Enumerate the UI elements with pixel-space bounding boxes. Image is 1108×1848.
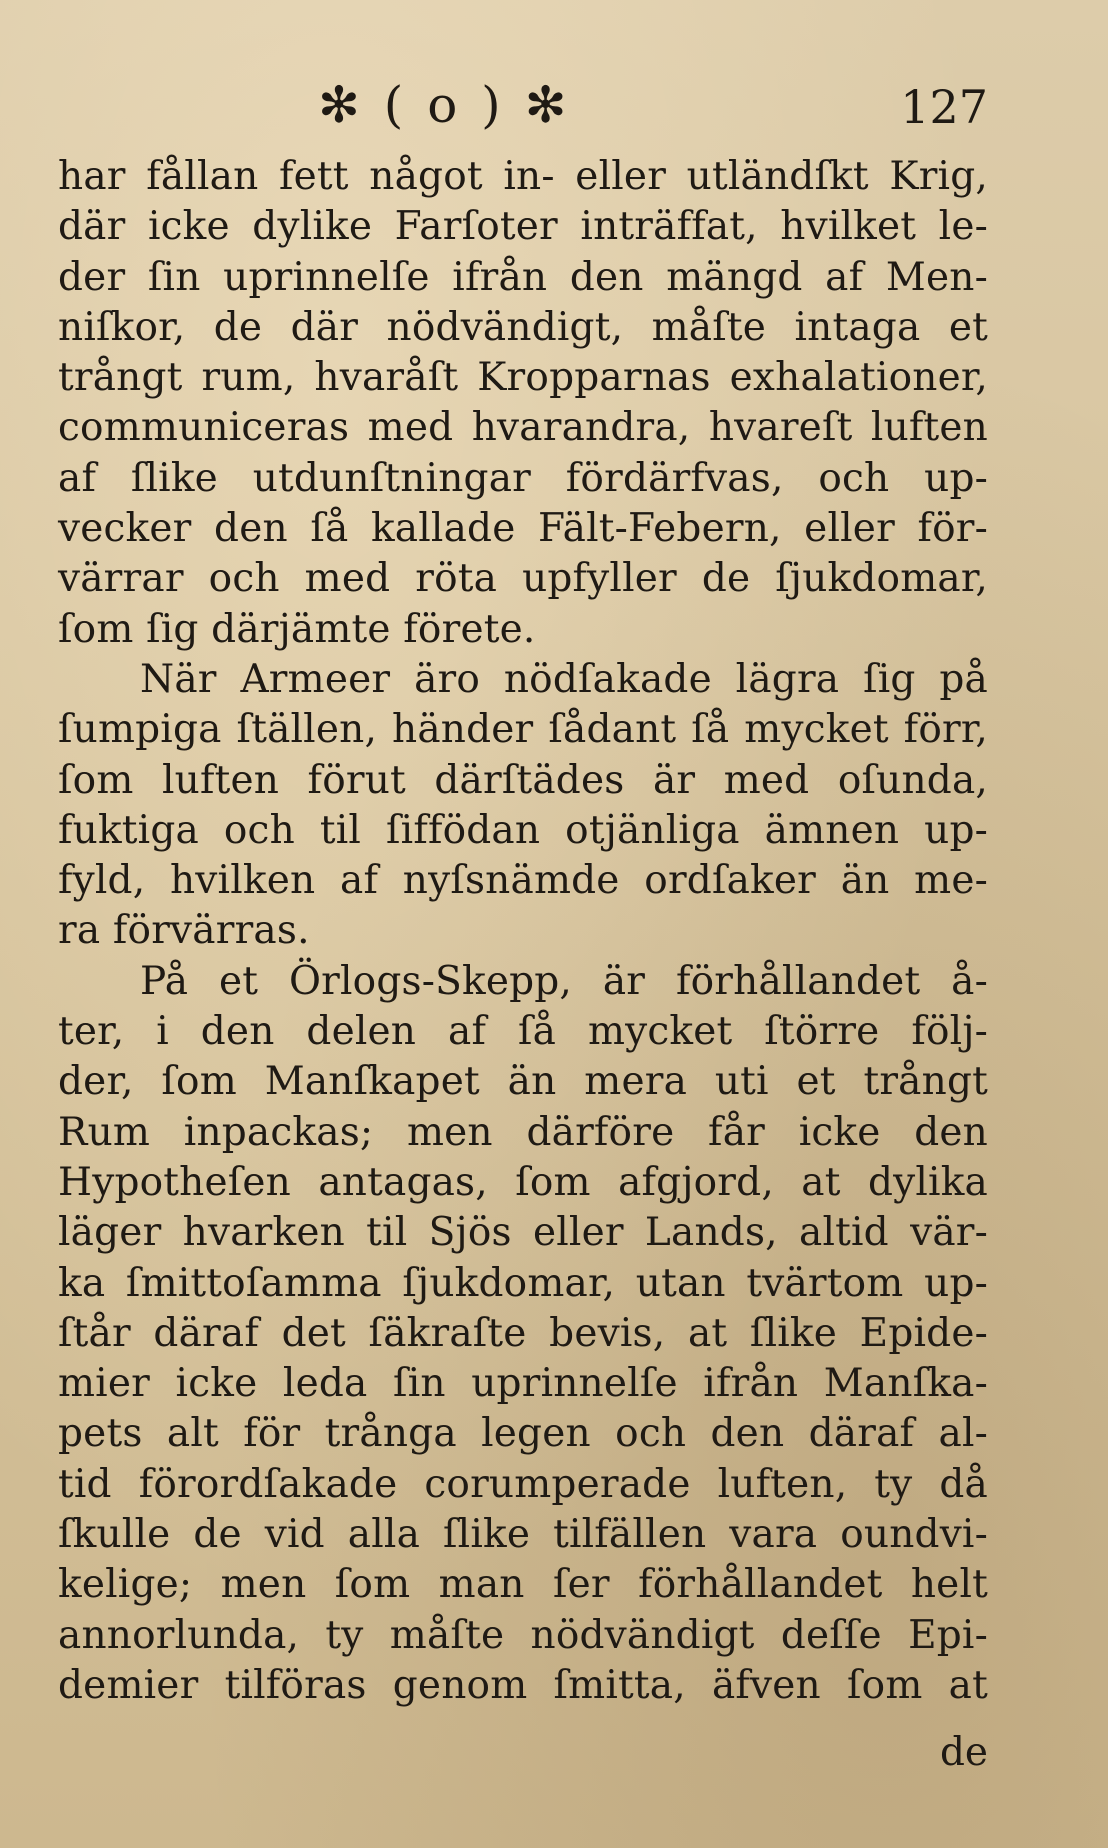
text-line: När Armeer äro nödſakade lägra ſig på — [140, 656, 988, 702]
page-header — [0, 72, 1108, 142]
text-line: der, ſom Manſkapet än mera uti et trångt — [58, 1059, 988, 1105]
text-line: ra förvärras. — [58, 908, 310, 954]
text-line: demier tilföras genom ſmitta, äfven ſom at — [58, 1662, 988, 1708]
text-line: ter, i den delen af ſå mycket ſtörre följ- — [58, 1009, 988, 1055]
text-line: communiceras med hvarandra, hvareſt luften — [58, 405, 988, 451]
text-line: Rum inpackas; men därföre får icke den — [58, 1109, 988, 1155]
text-line: ka ſmittoſamma ſjukdomar, utan tvärtom up- — [58, 1260, 988, 1306]
body-text — [58, 152, 988, 1711]
text-line: ſtår däraf det ſäkraſte bevis, at ſlike Epide- — [58, 1310, 988, 1356]
text-line: På et Örlogs-Skepp, är förhållandet å- — [140, 958, 988, 1004]
text-line: kelige; men ſom man ſer förhållandet helt — [58, 1562, 988, 1608]
text-line: trångt rum, hvaråſt Kropparnas exhalationer, — [58, 355, 988, 401]
text-line: värrar och med röta upfyller de ſjukdomar, — [58, 556, 988, 602]
catchword: de — [939, 1730, 988, 1775]
text-line: ſumpiga ſtällen, händer ſådant ſå mycket förr, — [58, 707, 988, 753]
text-line: fuktiga och til ſiffödan otjänliga ämnen up- — [58, 807, 988, 853]
text-line: niſkor, de där nödvändigt, måſte intaga et — [58, 304, 988, 350]
text-line: mier icke leda ſin uprinnelſe ifrån Manſka- — [58, 1361, 988, 1407]
text-line: pets alt för trånga legen och den däraf al- — [58, 1411, 988, 1457]
text-line: tid förordſakade corumperade luften, ty då — [58, 1461, 988, 1507]
text-line: annorlunda, ty måſte nödvändigt deſſe Epi- — [58, 1612, 988, 1658]
text-line: läger hvarken til Sjös eller Lands, altid vär- — [58, 1210, 988, 1256]
page-number: 127 — [900, 80, 988, 134]
text-line: af ſlike utdunſtningar fördärfvas, och up- — [58, 455, 988, 501]
text-line: fyld, hvilken af nyſsnämde ordſaker än me- — [58, 858, 988, 904]
text-line: ſkulle de vid alla ſlike tilfällen vara oundvi- — [58, 1512, 988, 1558]
text-line: der ſin uprinnelſe ifrån den mängd af Men- — [58, 254, 988, 300]
text-line: vecker den ſå kallade Fält-Febern, eller för- — [58, 506, 988, 552]
text-line: ſom ſig därjämte förete. — [58, 606, 536, 652]
header-ornament: ✻ ( o ) ✻ — [318, 76, 571, 134]
text-line: har fållan fett något in- eller utländſkt Krig, — [58, 154, 988, 199]
text-line: ſom luften förut därſtädes är med oſunda, — [58, 757, 988, 803]
text-line: där icke dylike Farſoter inträffat, hvilket le- — [58, 204, 988, 250]
text-line: Hypotheſen antagas, ſom afgjord, at dylika — [58, 1159, 988, 1205]
